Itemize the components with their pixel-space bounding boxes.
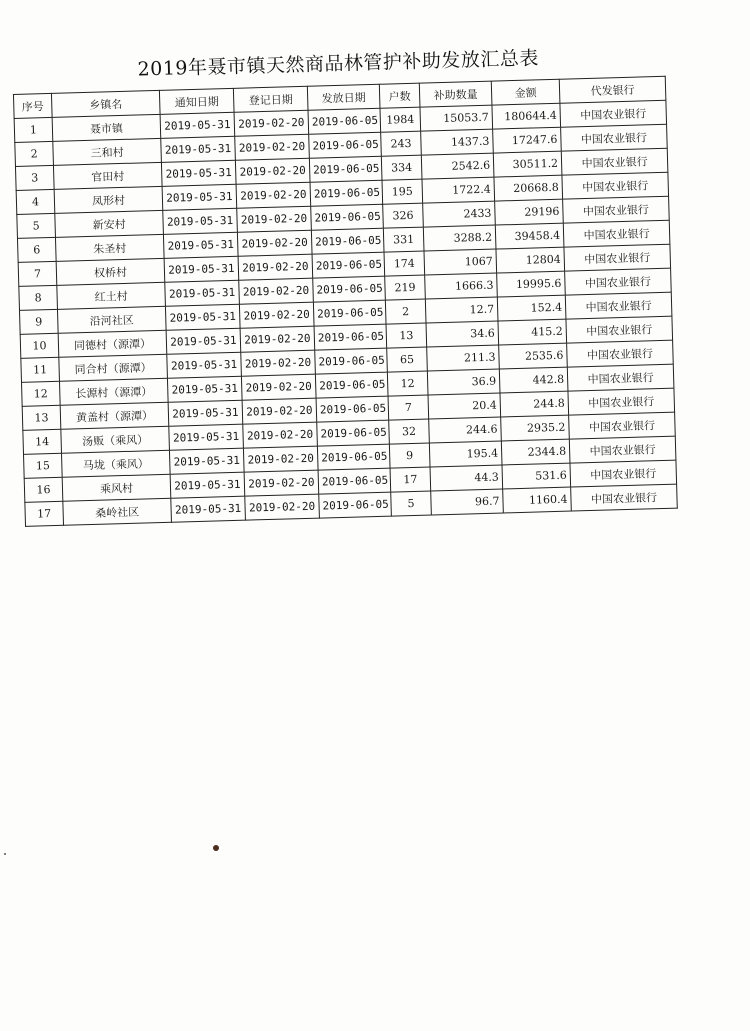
cell-issue-date: 2019-06-05 bbox=[309, 156, 382, 182]
cell-register-date: 2019-02-20 bbox=[241, 350, 316, 376]
cell-register-date: 2019-02-20 bbox=[245, 494, 320, 520]
cell-index: 6 bbox=[17, 237, 56, 262]
cell-subsidy-amount: 2542.6 bbox=[421, 153, 494, 179]
cell-township: 权桥村 bbox=[56, 258, 165, 285]
cell-township: 新安村 bbox=[55, 210, 164, 237]
cell-households: 2 bbox=[385, 299, 426, 324]
cell-households: 326 bbox=[383, 203, 424, 228]
cell-notice-date: 2019-05-31 bbox=[169, 448, 244, 474]
cell-households: 7 bbox=[388, 395, 429, 420]
cell-township: 朱圣村 bbox=[55, 234, 164, 261]
cell-subsidy-amount: 2433 bbox=[423, 201, 496, 227]
cell-index: 3 bbox=[15, 165, 54, 190]
cell-subsidy-amount: 12.7 bbox=[425, 297, 498, 323]
cell-bank: 中国农业银行 bbox=[569, 436, 676, 463]
cell-township: 红土村 bbox=[57, 282, 166, 309]
cell-bank: 中国农业银行 bbox=[570, 460, 677, 487]
table-body bbox=[14, 100, 677, 526]
cell-township: 同德村（源潭） bbox=[58, 330, 167, 357]
cell-households: 12 bbox=[387, 371, 428, 396]
cell-subsidy-amount: 1722.4 bbox=[422, 177, 495, 203]
cell-notice-date: 2019-05-31 bbox=[168, 400, 243, 426]
cell-register-date: 2019-02-20 bbox=[242, 398, 317, 424]
cell-bank: 中国农业银行 bbox=[565, 292, 672, 319]
cell-index: 7 bbox=[18, 261, 57, 286]
cell-register-date: 2019-02-20 bbox=[239, 278, 314, 304]
cell-township: 官田村 bbox=[53, 162, 162, 189]
cell-notice-date: 2019-05-31 bbox=[171, 496, 246, 522]
cell-households: 9 bbox=[389, 443, 430, 468]
cell-index: 1 bbox=[14, 117, 53, 142]
cell-register-date: 2019-02-20 bbox=[237, 230, 312, 256]
cell-bank: 中国农业银行 bbox=[569, 412, 676, 439]
cell-township: 聂市镇 bbox=[52, 114, 161, 141]
cell-index: 10 bbox=[20, 333, 59, 358]
cell-bank: 中国农业银行 bbox=[563, 220, 670, 247]
cell-township: 三和村 bbox=[53, 138, 162, 165]
cell-money: 415.2 bbox=[498, 319, 567, 345]
cell-subsidy-amount: 211.3 bbox=[427, 345, 500, 371]
cell-money: 12804 bbox=[496, 247, 565, 273]
cell-households: 174 bbox=[384, 251, 425, 276]
cell-notice-date: 2019-05-31 bbox=[164, 256, 239, 282]
cell-money: 1160.4 bbox=[503, 487, 572, 513]
cell-money: 17247.6 bbox=[493, 127, 562, 153]
cell-register-date: 2019-02-20 bbox=[237, 206, 312, 232]
cell-township: 汤贩（乘风） bbox=[61, 426, 170, 453]
cell-bank: 中国农业银行 bbox=[563, 196, 670, 223]
cell-index: 15 bbox=[24, 453, 63, 478]
cell-households: 334 bbox=[381, 155, 422, 180]
cell-township: 凤形村 bbox=[54, 186, 163, 213]
cell-register-date: 2019-02-20 bbox=[241, 374, 316, 400]
cell-bank: 中国农业银行 bbox=[561, 148, 668, 175]
cell-notice-date: 2019-05-31 bbox=[160, 112, 235, 138]
cell-households: 331 bbox=[383, 227, 424, 252]
cell-money: 2535.6 bbox=[499, 343, 568, 369]
cell-money: 2935.2 bbox=[501, 415, 570, 441]
cell-issue-date: 2019-06-05 bbox=[316, 396, 389, 422]
cell-notice-date: 2019-05-31 bbox=[170, 472, 245, 498]
cell-households: 17 bbox=[390, 467, 431, 492]
cell-register-date: 2019-02-20 bbox=[239, 302, 314, 328]
cell-bank: 中国农业银行 bbox=[568, 388, 675, 415]
col-header-money: 金额 bbox=[491, 79, 560, 105]
cell-households: 32 bbox=[389, 419, 430, 444]
cell-township: 长源村（源潭） bbox=[59, 378, 168, 405]
cell-index: 12 bbox=[22, 381, 61, 406]
col-header-subsidy-amount: 补助数量 bbox=[419, 81, 492, 107]
cell-index: 5 bbox=[17, 213, 56, 238]
cell-issue-date: 2019-06-05 bbox=[313, 276, 386, 302]
summary-sheet bbox=[12, 42, 677, 527]
col-header-notice-date: 通知日期 bbox=[159, 88, 234, 114]
cell-township: 黄盖村（源潭） bbox=[60, 402, 169, 429]
col-header-households: 户数 bbox=[379, 83, 420, 108]
cell-register-date: 2019-02-20 bbox=[236, 182, 311, 208]
cell-notice-date: 2019-05-31 bbox=[166, 328, 241, 354]
cell-issue-date: 2019-06-05 bbox=[313, 300, 386, 326]
cell-notice-date: 2019-05-31 bbox=[162, 184, 237, 210]
cell-issue-date: 2019-06-05 bbox=[310, 180, 383, 206]
cell-money: 442.8 bbox=[499, 367, 568, 393]
cell-notice-date: 2019-05-31 bbox=[165, 304, 240, 330]
cell-issue-date: 2019-06-05 bbox=[317, 444, 390, 470]
cell-issue-date: 2019-06-05 bbox=[309, 132, 382, 158]
cell-issue-date: 2019-06-05 bbox=[312, 252, 385, 278]
cell-register-date: 2019-02-20 bbox=[243, 422, 318, 448]
cell-money: 39458.4 bbox=[495, 223, 564, 249]
cell-index: 9 bbox=[19, 309, 58, 334]
cell-bank: 中国农业银行 bbox=[564, 244, 671, 271]
cell-households: 243 bbox=[381, 131, 422, 156]
cell-subsidy-amount: 20.4 bbox=[428, 393, 501, 419]
ink-spot bbox=[213, 845, 219, 851]
cell-subsidy-amount: 3288.2 bbox=[423, 225, 496, 251]
cell-township: 桑岭社区 bbox=[63, 498, 172, 525]
cell-issue-date: 2019-06-05 bbox=[311, 228, 384, 254]
document-title: 2019年聂市镇天然商品林管护补助发放汇总表 bbox=[137, 47, 540, 81]
cell-index: 17 bbox=[25, 501, 64, 526]
cell-money: 30511.2 bbox=[493, 151, 562, 177]
cell-bank: 中国农业银行 bbox=[566, 316, 673, 343]
cell-households: 65 bbox=[387, 347, 428, 372]
col-header-township: 乡镇名 bbox=[51, 90, 160, 117]
cell-index: 11 bbox=[21, 357, 60, 382]
cell-register-date: 2019-02-20 bbox=[235, 134, 310, 160]
cell-bank: 中国农业银行 bbox=[571, 484, 678, 511]
cell-notice-date: 2019-05-31 bbox=[161, 136, 236, 162]
cell-money: 20668.8 bbox=[494, 175, 563, 201]
cell-issue-date: 2019-06-05 bbox=[315, 348, 388, 374]
cell-register-date: 2019-02-20 bbox=[235, 158, 310, 184]
cell-bank: 中国农业银行 bbox=[561, 124, 668, 151]
cell-notice-date: 2019-05-31 bbox=[169, 424, 244, 450]
cell-subsidy-amount: 195.4 bbox=[429, 441, 502, 467]
cell-money: 244.8 bbox=[500, 391, 569, 417]
cell-bank: 中国农业银行 bbox=[560, 100, 667, 127]
cell-money: 531.6 bbox=[502, 463, 571, 489]
cell-notice-date: 2019-05-31 bbox=[167, 376, 242, 402]
cell-money: 29196 bbox=[495, 199, 564, 225]
cell-notice-date: 2019-05-31 bbox=[167, 352, 242, 378]
cell-township: 同合村（源潭） bbox=[59, 354, 168, 381]
cell-bank: 中国农业银行 bbox=[562, 172, 669, 199]
cell-money: 19995.6 bbox=[497, 271, 566, 297]
cell-index: 8 bbox=[19, 285, 58, 310]
cell-issue-date: 2019-06-05 bbox=[317, 420, 390, 446]
cell-bank: 中国农业银行 bbox=[567, 340, 674, 367]
scan-speck bbox=[4, 853, 6, 855]
cell-households: 1984 bbox=[380, 107, 421, 132]
cell-bank: 中国农业银行 bbox=[567, 364, 674, 391]
cell-issue-date: 2019-06-05 bbox=[318, 468, 391, 494]
cell-money: 2344.8 bbox=[501, 439, 570, 465]
cell-subsidy-amount: 1666.3 bbox=[425, 273, 498, 299]
cell-issue-date: 2019-06-05 bbox=[319, 492, 392, 518]
subsidy-table bbox=[13, 76, 678, 527]
cell-issue-date: 2019-06-05 bbox=[311, 204, 384, 230]
cell-notice-date: 2019-05-31 bbox=[161, 160, 236, 186]
cell-notice-date: 2019-05-31 bbox=[163, 232, 238, 258]
cell-index: 13 bbox=[22, 405, 61, 430]
cell-index: 2 bbox=[15, 141, 54, 166]
cell-register-date: 2019-02-20 bbox=[234, 110, 309, 136]
cell-households: 13 bbox=[386, 323, 427, 348]
cell-money: 180644.4 bbox=[492, 103, 561, 129]
cell-notice-date: 2019-05-31 bbox=[165, 280, 240, 306]
cell-households: 5 bbox=[391, 491, 432, 516]
cell-subsidy-amount: 1067 bbox=[424, 249, 497, 275]
cell-subsidy-amount: 96.7 bbox=[431, 489, 504, 515]
cell-subsidy-amount: 34.6 bbox=[426, 321, 499, 347]
col-header-register-date: 登记日期 bbox=[233, 86, 308, 112]
cell-notice-date: 2019-05-31 bbox=[163, 208, 238, 234]
cell-issue-date: 2019-06-05 bbox=[314, 324, 387, 350]
cell-register-date: 2019-02-20 bbox=[243, 446, 318, 472]
cell-issue-date: 2019-06-05 bbox=[308, 108, 381, 134]
cell-township: 沿河社区 bbox=[57, 306, 166, 333]
cell-register-date: 2019-02-20 bbox=[240, 326, 315, 352]
cell-subsidy-amount: 15053.7 bbox=[420, 105, 493, 131]
cell-index: 16 bbox=[24, 477, 63, 502]
cell-subsidy-amount: 1437.3 bbox=[421, 129, 494, 155]
col-header-bank: 代发银行 bbox=[559, 76, 666, 103]
col-header-index: 序号 bbox=[13, 93, 52, 118]
cell-bank: 中国农业银行 bbox=[565, 268, 672, 295]
col-header-issue-date: 发放日期 bbox=[307, 84, 380, 110]
cell-households: 219 bbox=[385, 275, 426, 300]
cell-index: 14 bbox=[23, 429, 62, 454]
cell-money: 152.4 bbox=[497, 295, 566, 321]
cell-subsidy-amount: 44.3 bbox=[430, 465, 503, 491]
cell-subsidy-amount: 36.9 bbox=[427, 369, 500, 395]
cell-register-date: 2019-02-20 bbox=[244, 470, 319, 496]
cell-register-date: 2019-02-20 bbox=[238, 254, 313, 280]
cell-township: 马垅（乘风） bbox=[62, 450, 171, 477]
cell-issue-date: 2019-06-05 bbox=[315, 372, 388, 398]
cell-households: 195 bbox=[382, 179, 423, 204]
cell-township: 乘风村 bbox=[62, 474, 171, 501]
cell-index: 4 bbox=[16, 189, 55, 214]
cell-subsidy-amount: 244.6 bbox=[429, 417, 502, 443]
